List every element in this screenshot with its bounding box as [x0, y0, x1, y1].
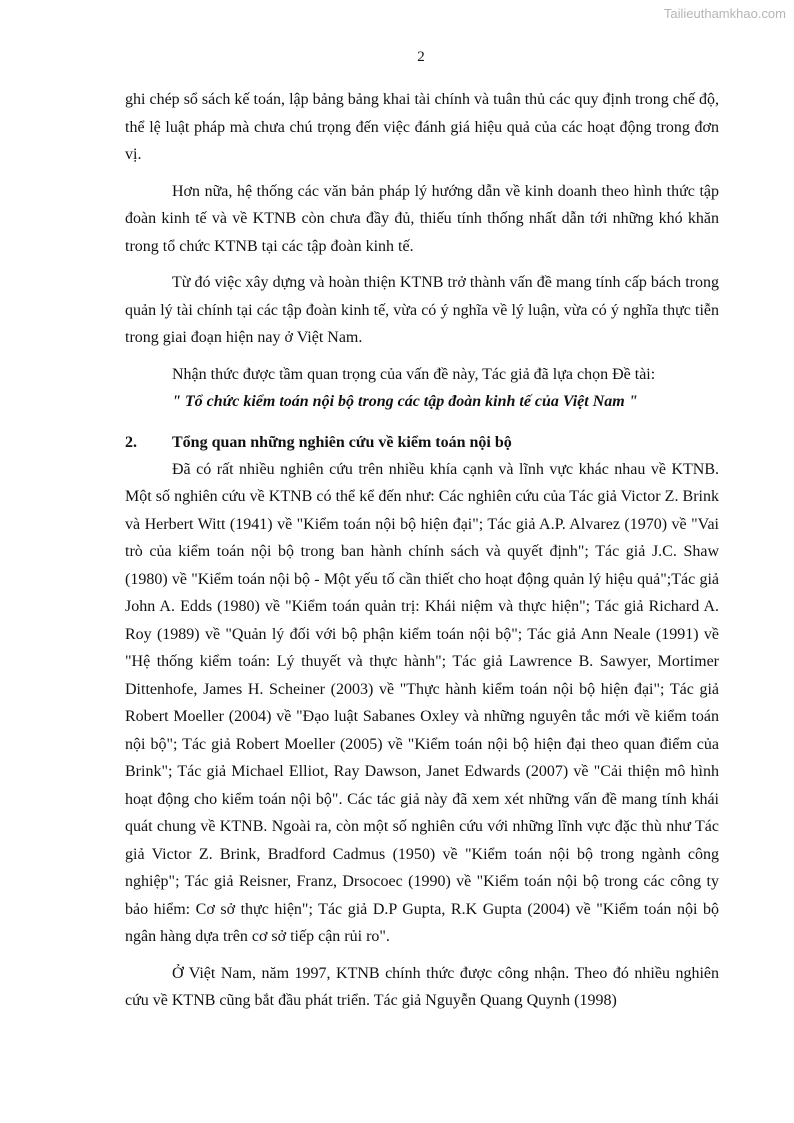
paragraph-vietnam-research: Ở Việt Nam, năm 1997, KTNB chính thức được công nhận. Theo đó nhiều nghiên cứu về KTNB cũng bắt đầu phát triển. Tác giả Nguyễn Quang Quynh (1998)	[125, 964, 719, 1009]
document-body	[125, 86, 719, 1024]
paragraph-literature-review: Đã có rất nhiều nghiên cứu trên nhiều khía cạnh và lĩnh vực khác nhau về KTNB. Một số nghiên cứu về KTNB có thể kể đến như: Các nghiên cứu của Tác giả Victor Z. Brink và Herbert Witt (1941) về "Kiểm toán nội bộ hiện đại"; Tác giả A.P. Alvarez (1970) về "Vai trò của kiểm toán nội bộ trong ban hành chính sách và quyết định"; Tác giả J.C. Shaw (1980) về "Kiểm toán nội bộ - Một yếu tố cần thiết cho hoạt động quản lý hiệu quả";Tác giả John A. Edds (1980) về "Kiểm toán quản trị: Khái niệm và thực hiện"; Tác giả Richard A. Roy (1989) về "Quản lý đối với bộ phận kiểm toán nội bộ"; Tác giả Ann Neale (1991) về "Hệ thống kiểm toán: Lý thuyết và thực hành"; Tác giả Lawrence B. Sawyer, Mortimer Dittenhofe, James H. Scheiner (2003) về "Thực hành kiểm toán nội bộ hiện đại"; Tác giả Robert Moeller (2004) về "Đạo luật Sabanes Oxley và những nguyên tắc mới về kiểm toán nội bộ"; Tác giả Robert Moeller (2005) về "Kiểm toán nội bộ hiện đại theo quan điểm của Brink"; Tác giả Michael Elliot, Ray Dawson, Janet Edwards (2007) về "Cải thiện mô hình hoạt động cho kiểm toán nội bộ". Các tác giả này đã xem xét những vấn đề mang tính khái quát chung về KTNB. Ngoài ra, còn một số nghiên cứu với những lĩnh vực đặc thù như Tác giả Victor Z. Brink, Bradford Cadmus (1950) về "Kiểm toán nội bộ trong ngành công nghiệp"; Tác giả Reisner, Franz, Drsocoec (1990) về "Kiểm toán nội bộ trong các công ty bảo hiểm: Cơ sở thực hiện"; Tác giả D.P Gupta, R.K Gupta (2004) về "Kiểm toán nội bộ ngân hàng dựa trên cơ sở tiếp cận rủi ro".	[125, 460, 719, 945]
thesis-title: " Tổ chức kiểm toán nội bộ trong các tập đoàn kinh tế của Việt Nam "	[172, 393, 638, 410]
watermark-text: Tailieuthamkhao.com	[663, 6, 786, 21]
topic-choice-text: Nhận thức được tầm quan trọng của vấn đề này, Tác giả đã lựa chọn Đề tài:	[172, 365, 656, 383]
section-title: Tổng quan những nghiên cứu về kiểm toán nội bộ	[172, 433, 512, 451]
page-number: 2	[417, 49, 425, 65]
paragraph-urgency: Từ đó việc xây dựng và hoàn thiện KTNB trở thành vấn đề mang tính cấp bách trong quản lý tài chính tại các tập đoàn kinh tế, vừa có ý nghĩa về lý luận, vừa có ý nghĩa thực tiễn trong giai đoạn hiện nay ở Việt Nam.	[125, 274, 719, 346]
section-number: 2.	[125, 433, 137, 451]
paragraph-topic-choice	[125, 361, 719, 416]
section-heading	[125, 429, 719, 456]
paragraph-continuation: ghi chép sổ sách kế toán, lập bảng bảng khai tài chính và tuân thủ các quy định trong chế độ, thể lệ luật pháp mà chưa chú trọng đến việc đánh giá hiệu quả của các hoạt động trong đơn vị.	[125, 91, 719, 163]
paragraph-legal-documents: Hơn nữa, hệ thống các văn bản pháp lý hướng dẫn về kinh doanh theo hình thức tập đoàn kinh tế và về KTNB còn chưa đầy đủ, thiếu tính thống nhất dẫn tới những khó khăn trong tổ chức KTNB tại các tập đoàn kinh tế.	[125, 182, 719, 255]
